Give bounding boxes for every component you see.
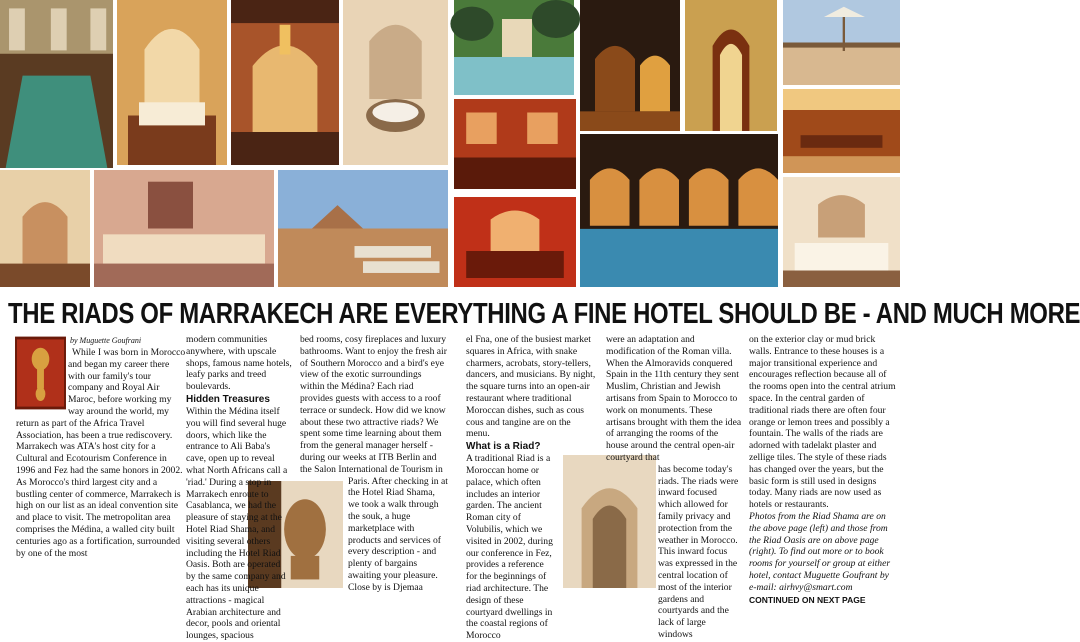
red-salon-photo [454,99,576,189]
column-4-text-b: A traditional Riad is a Moroccan home or palace, which often includes an interior garden. The ancient Roman city of Volubilis, which we visited in 2002, during our conference in Fez, provides a reference for the beginnings of riad architecture. The design of these courtyard dwellings in the coastal regions of Morocco [466,453,553,642]
column-3-text-a: bed rooms, cosy fireplaces and luxury bathrooms. Want to enjoy the fresh air of Southern Morocco and a bird's eye view of the exotic surroundings within the Médina? Each riad provides guests with access to a roof terrace or sundeck. How did we know about these two attractive riads? We spent some time learning about them from the general manager herself - during our weeks at ITB Berlin and the Salon International de Tourism in [300,334,447,475]
lounge-lantern-photo [231,0,339,165]
article-column-6 [749,334,897,605]
column-1-text: While I was born in Morocco and began my career there with our family's tour company and Royal Air Maroc, before working my way around the world, my return as part of the Africa Travel Association, has been a true rediscovery. Marrakech was ATA's host city for a Cultural and Ecotourism Conference in 1996 and Fez had the same honors in 2002. As Morocco's third largest city and a bustling center of commerce, Marrakech is high on our list as an ideal convention site and place to visit. The metropolitan area comprises the Médina, a walled city built centuries ago as a fortification, surrounded by one of the most [16,347,186,559]
column-2-text-b: Within the Médina itself you will find several huge doors, which like the entrance to Ali Baba's cave, open up to reveal what North Africans call a 'riad.' During a stop in Marrakech enroute to Casablanca, we had the pleasure of staying at the Hotel Riad Shama, and visiting several others including the Hotel Riad Oasis. Both are operated by the same company and each has its unique attractions - magical Arabian architecture and decor, pools and oriental lounges, spacious [186,405,288,642]
column-6-text-a: on the exterior clay or mud brick walls. Entrance to these houses is a major transitional experience and encourages reflection because all of the rooms open into the central atrium space. In the central garden of traditional riads there are often four orange or lemon trees and possibly a fountain. The walls of the riads are adorned with tadelakt plaster and zellige tiles. The style of these riads has changed over the years, but the basic form is still used in designs today. Many riads are now used as hotels or restaurants. [749,334,896,511]
column-6-photo-credits: Photos from the Riad Shama are on the above page (left) and those from the Riad Oasis are on above page (right). To find out more or to book rooms for yourself or group at either hotel, contact Muguette Goufrant by e-mail: airhvy@smart.com [749,510,891,593]
white-bedroom-photo [783,177,900,287]
column-4-text-a: el Fna, one of the busiest market squares in Africa, with snake charmers, acrobats, story-tellers, dancers, and musicians. By night, the square turns into an open-air restaurant where traditional Moroccan dishes, such as cous cous and tangine are on the menu. [466,334,596,440]
bedroom-arch-photo [117,0,227,165]
column-5-text-b: has become today's riads. The riads were inward focused which allowed for family privacy and protection from the weather in Morocco. This inward focus was expressed in the central location of most of the interior gardens and courtyards and the lack of large windows [658,463,739,640]
pool-courtyard-photo [0,0,113,168]
night-courtyard-photo [580,0,680,131]
article-column-2 [186,334,292,642]
article-column-3 [300,334,448,593]
column-2-text-a: modern communities anywhere, with upscale shops, famous name hotels, leafy parks and treed boulevards. [186,334,292,393]
arcade-pool-photo [580,134,778,287]
red-bedroom-photo [454,197,576,287]
roof-terrace-parasol-photo [783,0,900,85]
candle-nook-photo [0,170,90,287]
garden-pool-photo [454,0,574,95]
article-column-4 [466,334,596,642]
dining-room-photo [783,89,900,173]
continued-on-next-page: CONTINUED ON NEXT PAGE [749,594,866,605]
hidden-treasures-heading: Hidden Treasures [186,393,270,405]
doorway-photo [685,0,777,131]
bathtub-alcove-photo [343,0,448,165]
what-is-a-riad-heading: What is a Riad? [466,441,541,453]
column-5-text-a: were an adaptation and modification of the Roman villa. When the Almoravids conquered Spain in the 11th century they sent Muslim, Christian and Jewish artisans from Spain to Morocco to work on monuments. These artisans brought with them the idea of arranging the rooms of the house around the central open-air courtyard that [606,334,742,463]
column-3-text-b: Paris. After checking in at the Hotel Riad Shama, we took a walk through the souk, a huge marketplace with products and services of every description - and plenty of bargains awaiting your pleasure. Close by is Djemaa [348,475,448,593]
article-column-1 [16,334,188,586]
rooftop-view-photo [278,170,448,287]
headline: THE RIADS OF MARRAKECH ARE EVERYTHING A FINE HOTEL SHOULD BE - AND MUCH MORE [8,298,1080,330]
byline: by Muguette Goufrani [70,336,142,345]
pink-bedroom-photo [94,170,274,287]
article-column-5 [606,334,742,640]
